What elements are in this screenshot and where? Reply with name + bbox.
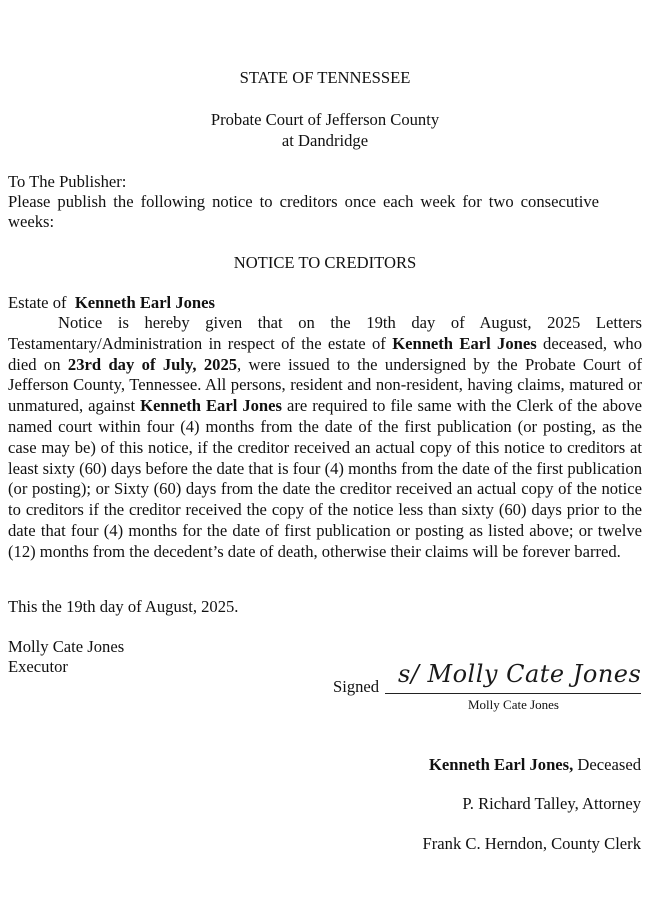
handwritten-signature: s/ Molly Cate Jones — [398, 660, 642, 688]
clerk-line: Frank C. Herndon, County Clerk — [422, 834, 641, 853]
signed-label: Signed — [333, 677, 380, 696]
estate-label: Estate of — [8, 293, 67, 312]
signer-printed-name: Molly Cate Jones — [468, 697, 559, 712]
executor-role: Executor — [8, 657, 68, 676]
deceased-name: Kenneth Earl Jones, — [429, 755, 574, 774]
publisher-salutation: To The Publisher: — [8, 172, 127, 191]
body-name-1: Kenneth Earl Jones — [392, 333, 537, 353]
deceased-label: Deceased — [573, 755, 641, 774]
body-text-3: , were issued to the undersigned by the Probate Court of Jefferson County, Tennessee. All persons, resident and non-resident, having claims, matured or unmatured, against — [8, 354, 643, 416]
court-location: at Dandridge — [281, 131, 369, 150]
body-text-2: deceased, who died on — [8, 333, 642, 374]
body-text-1: Notice is hereby given that on the 19th day of August, 2025 Letters Testamentary/Administration in respect of the estate of — [8, 313, 642, 353]
state-heading: STATE OF TENNESSEE — [239, 68, 411, 87]
estate-line — [8, 293, 215, 314]
publisher-instruction-line1: Please publish the following notice to creditors once each week for two consecutive — [8, 192, 599, 211]
estate-name: Kenneth Earl Jones — [74, 293, 215, 312]
body-death-date: 23rd day of July, 2025 — [67, 354, 238, 374]
attorney-line: P. Richard Talley, Attorney — [462, 794, 641, 813]
body-text-4: are required to file same with the Clerk of the above named court within four (4) months from the date of the first publication (or posting, as the case may be) of this notice, if the creditor received an actual copy of this notice to creditors at least sixty (60) days before the date that is four (4) months from the date of the first publication (or posting); or Sixty (60) days from the date the creditor received an actual copy of the notice to creditors if the creditor received the copy of the notice less than sixty (60) days prior to the date that four (4) months for the date of first publication or posting as listed above; or twelve (12) months from the decedent’s date of death, otherwise their claims will be forever barred. — [8, 396, 643, 561]
executor-name: Molly Cate Jones — [8, 637, 125, 656]
dated-line: This the 19th day of August, 2025. — [8, 597, 239, 616]
signature-line — [385, 693, 641, 694]
publisher-instruction-line2: weeks: — [8, 212, 55, 231]
body-name-2: Kenneth Earl Jones — [140, 396, 282, 416]
notice-body — [8, 313, 642, 563]
court-name: Probate Court of Jefferson County — [210, 110, 440, 129]
notice-title: NOTICE TO CREDITORS — [233, 253, 417, 272]
deceased-line — [429, 755, 641, 776]
